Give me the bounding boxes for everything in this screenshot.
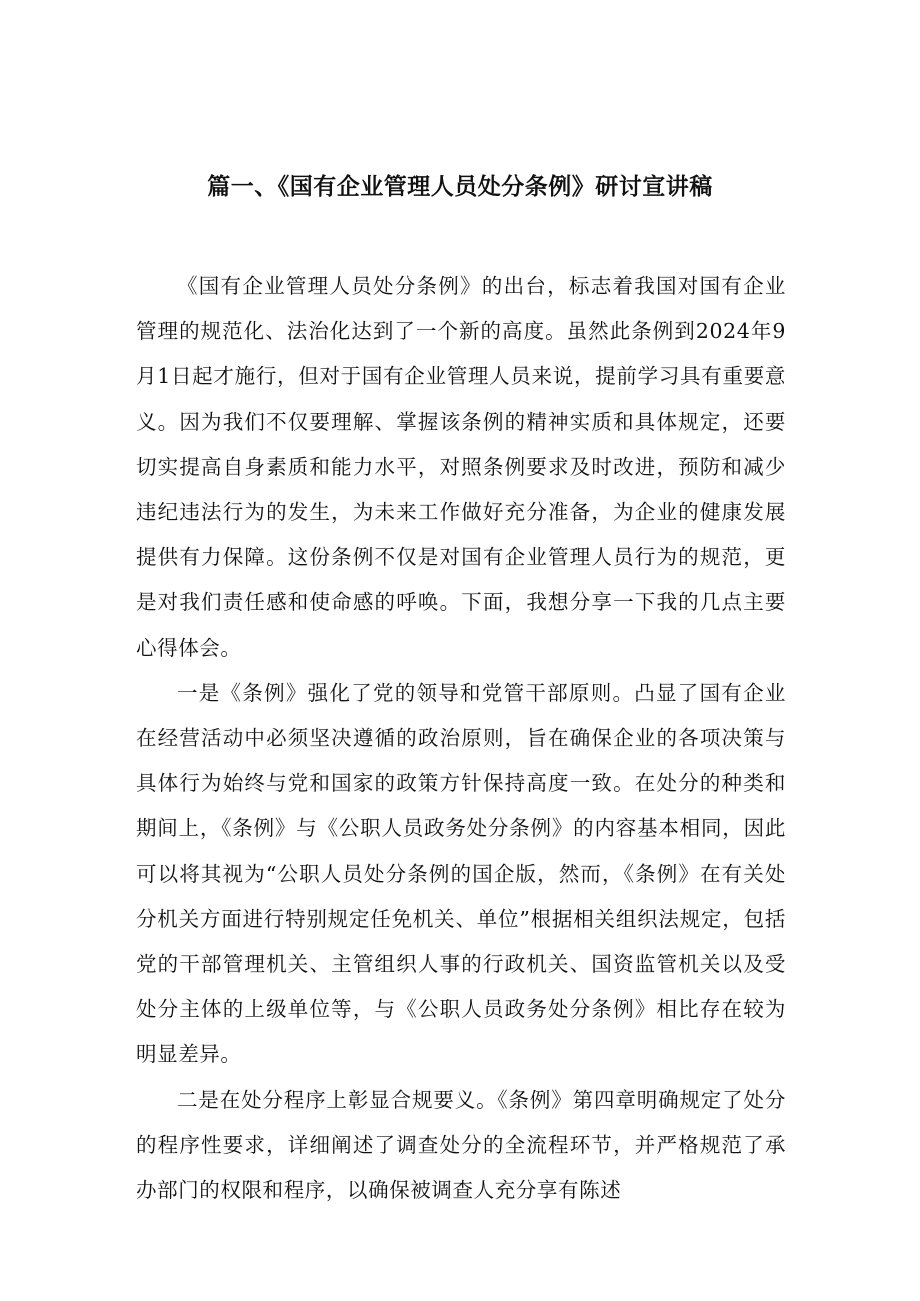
document-title: 篇一、《国有企业管理人员处分条例》研讨宣讲稿 [207,174,713,200]
paragraph-point-two: 二是在处分程序上彰显合规要义。《条例》第四章明确规定了处分的程序性要求，详细阐述了调查处分的全流程环节，并严格规范了承办部门的权限和程序，以确保被调查人充分享有陈述 [136,1087,786,1203]
paragraph-point-one: 一是《条例》强化了党的领导和党管干部原则。凸显了国有企业在经营活动中必须坚决遵循的政治原则，旨在确保企业的各项决策与具体行为始终与党和国家的政策方针保持高度一致。在处分的种类和期间上，《条例》与《公职人员政务处分条例》的内容基本相同，因此可以将其视为“公职人员处分条例的国企版，然而，《条例》在有关处分机关方面进行特别规定任免机关、单位”根据相关组织法规定，包括党的干部管理机关、主管组织人事的行政机关、国资监管机关以及受处分主体的上级单位等，与《公职人员政务处分条例》相比存在较为明显差异。 [136,680,786,1067]
document-body [136,264,786,1213]
paragraph-intro: 《国有企业管理人员处分条例》的出台，标志着我国对国有企业管理的规范化、法治化达到了一个新的高度。虽然此条例到2024年9月1日起才施行，但对于国有企业管理人员来说，提前学习具有重要意义。因为我们不仅要理解、掌握该条例的精神实质和具体规定，还要切实提高自身素质和能力水平，对照条例要求及时改进，预防和减少违纪违法行为的发生，为未来工作做好充分准备，为企业的健康发展提供有力保障。这份条例不仅是对国有企业管理人员行为的规范，更是对我们责任感和使命感的呼唤。下面，我想分享一下我的几点主要心得体会。 [136,274,786,660]
